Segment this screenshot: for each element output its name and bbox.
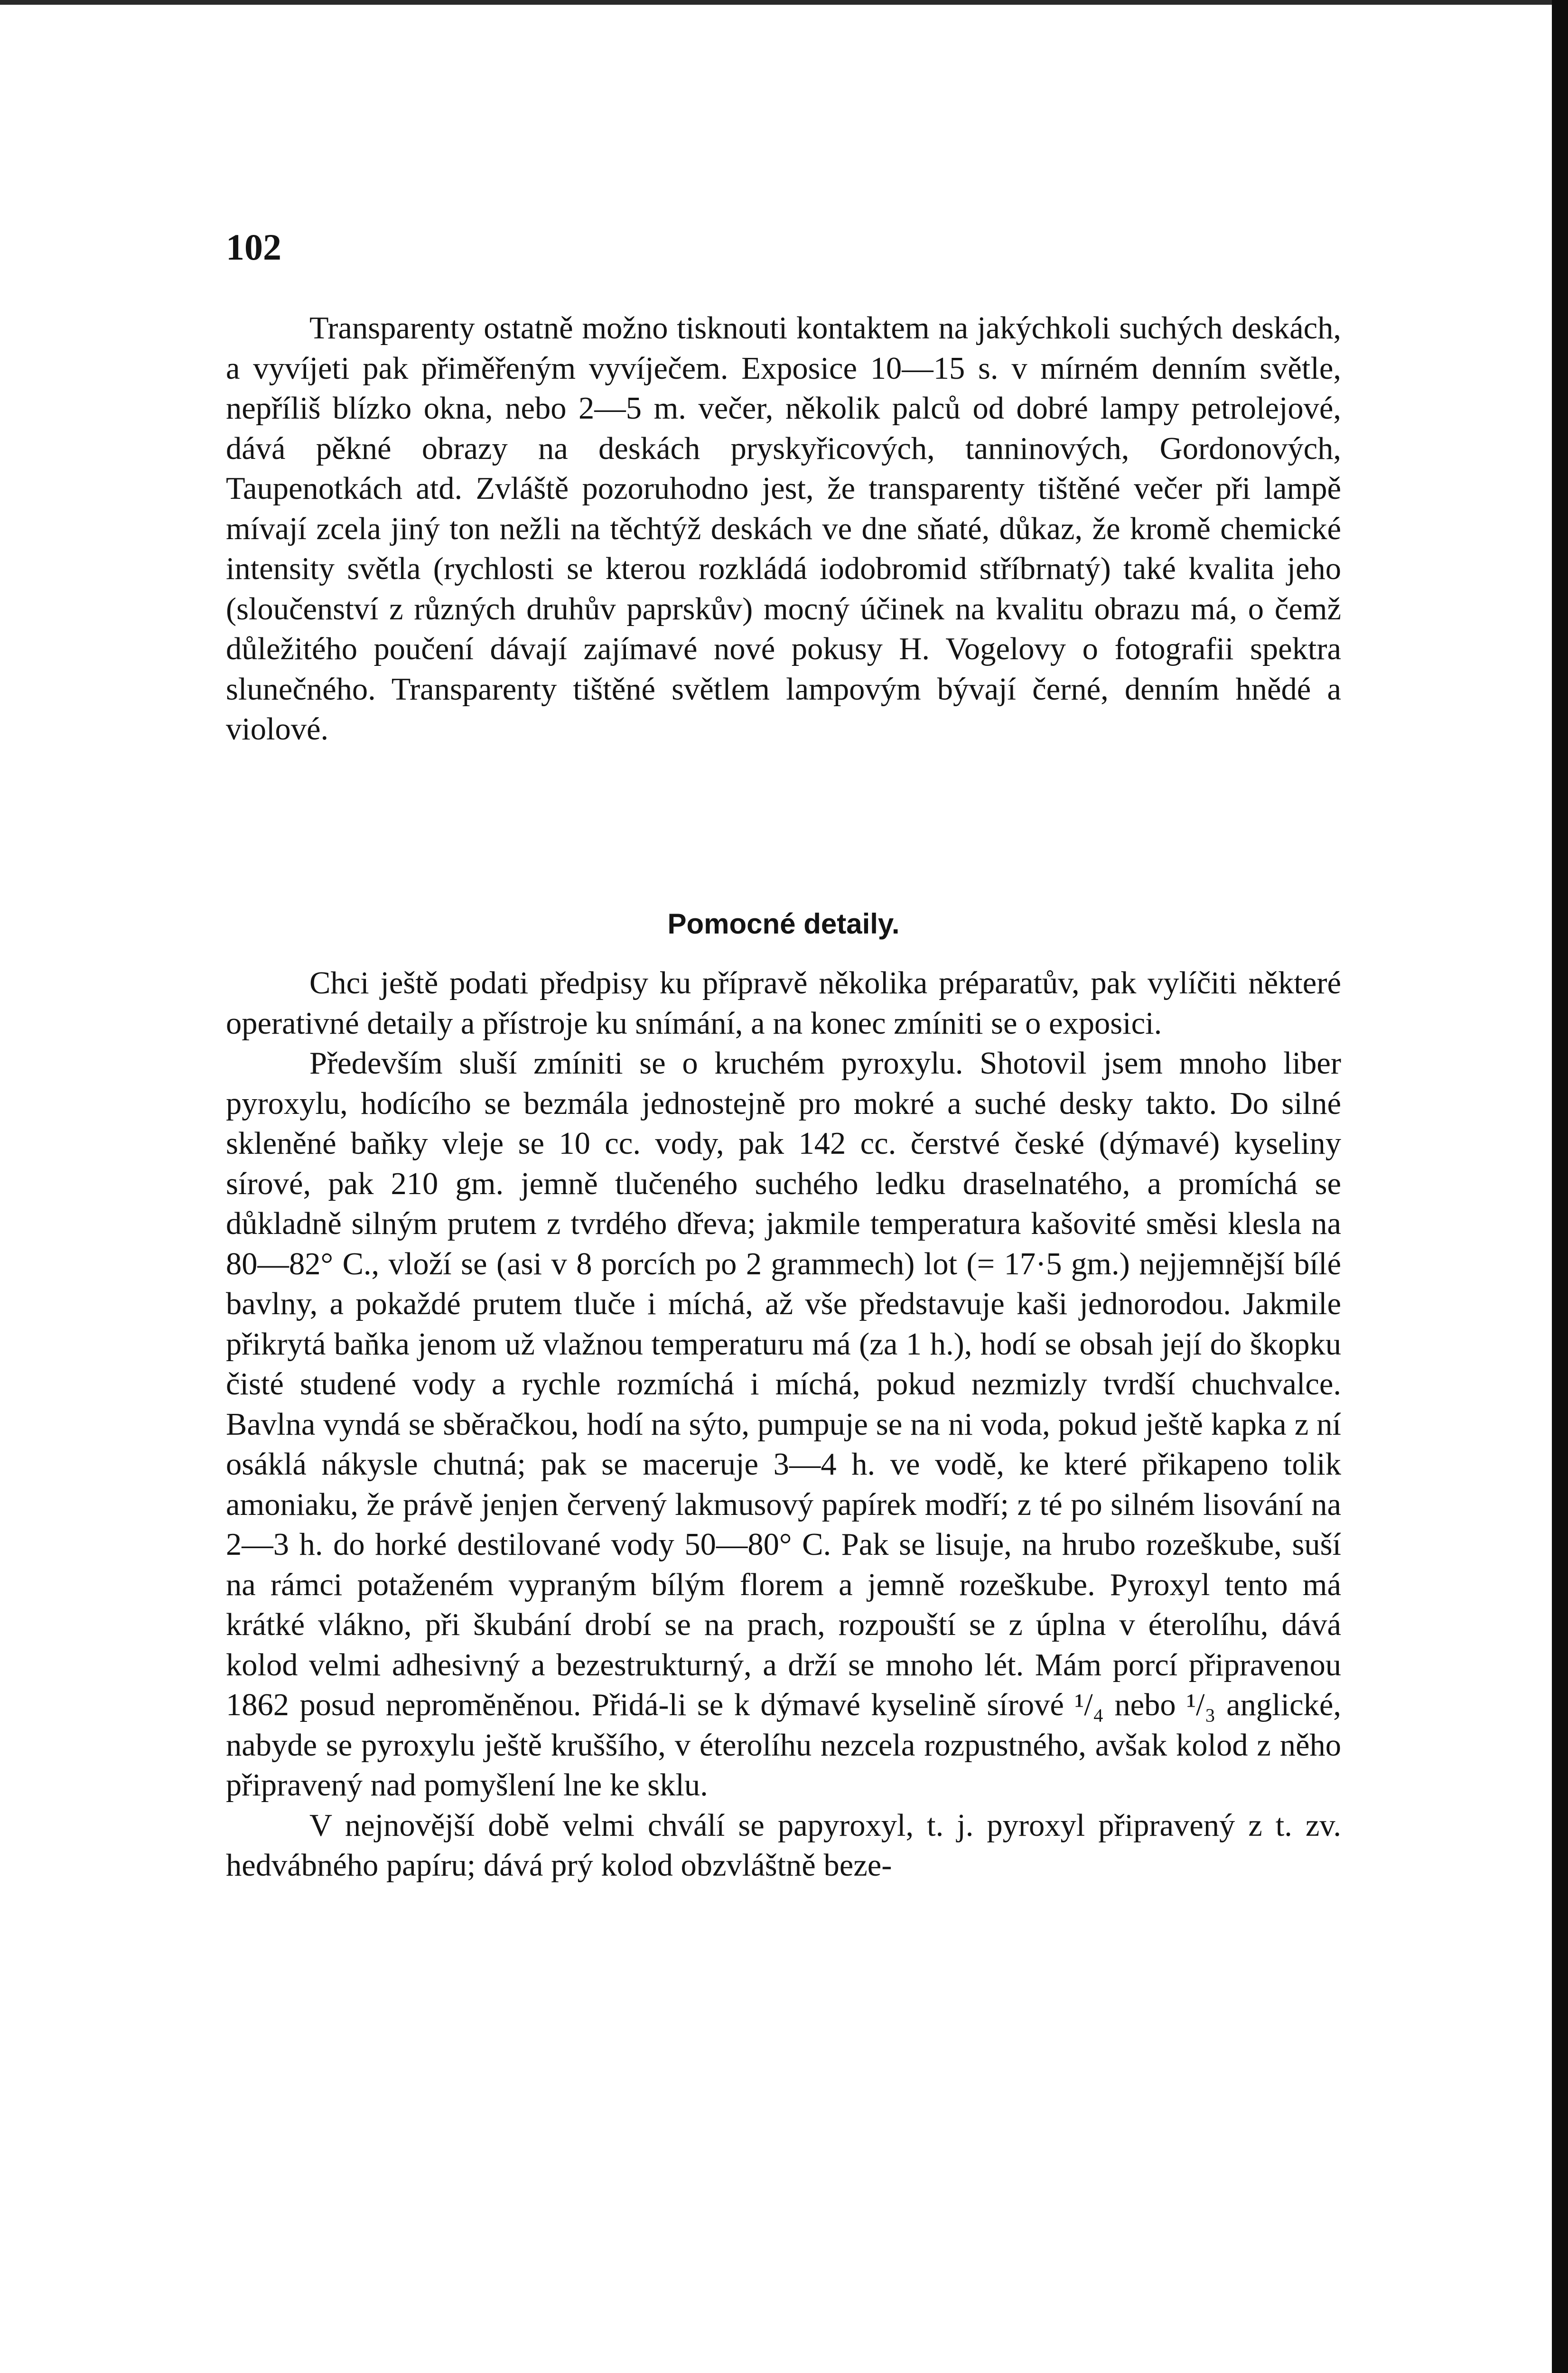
scan-border-top bbox=[0, 0, 1568, 5]
paragraph-papyroxyl: V nejnovější době velmi chválí se papyroxyl, t. j. pyroxyl připravený z t. zv. hedvábného papíru; dává prý kolod obzvláštně beze- bbox=[226, 1808, 1341, 1883]
scan-border-right bbox=[1552, 0, 1568, 2373]
page-number: 102 bbox=[226, 226, 281, 268]
section-heading: Pomocné detaily. bbox=[667, 908, 900, 940]
paragraph-pyroxyl: Především sluší zmíniti se o kruchém pyroxylu. Shotovil jsem mnoho liber pyroxylu, hodícího se bezmála jednostejně pro mokré a suché desky takto. Do silné skleněné baňky vleje se 10 cc. vody, pak 142 cc. čerstvé české (dýmavé) kyseliny sírové, pak 210 gm. jemně tlučeného suchého ledku draselnatého, a promíchá se důkladně silným prutem z tvrdého dřeva; jakmile temperatura kašovité směsi klesla na 80—82° C., vloží se (asi v 8 porcích po 2 grammech) lot (= 17·5 gm.) nejjemnější bílé bavlny, a pokaždé prutem tluče i míchá, až vše představuje kaši jednorodou. Jakmile přikrytá baňka jenom už vlažnou temperaturu má (za 1 h.), hodí se obsah její do škopku čisté studené vody a rychle rozmíchá i míchá, pokud nezmizly tvrdší chuchvalce. Bavlna vyndá se sběračkou, hodí na sýto, pumpuje se na ni voda, pokud ještě kapka z ní osáklá nákysle chutná; pak se maceruje 3—4 h. ve vodě, ke které přikapeno tolik amoniaku, že právě jenjen červený lakmusový papírek modří; z té po silném lisování na 2—3 h. do horké destilované vody 50—80° C. Pak se lisuje, na hrubo rozeškube, suší na rámci potaženém vypraným bílým florem a jemně rozeškube. Pyroxyl tento má krátké vlákno, při škubání drobí se na prach, rozpouští se z úplna v éterolíhu, dává kolod velmi adhesivný a bezestrukturný, a drží se mnoho lét. Mám porcí připravenou 1862 posud nepromĕněnou. Přidá-li se k dýmavé kyselině sírové ¹/₄ nebo ¹/₃ anglické, nabyde se pyroxylu ještě kruššího, v éterolíhu nezcela rozpustného, avšak kolod z něho připravený nad pomyšlení lne ke sklu. bbox=[226, 1046, 1341, 1803]
paragraph-transparenty: Transparenty ostatně možno tisknouti kontaktem na jakýchkoli suchých deskách, a vyvíjeti pak přiměřeným vyvíječem. Exposice 10—15 s. v mírném denním světle, nepříliš blízko okna, nebo 2—5 m. večer, několik palců od dobré lampy petrolejové, dává pěkné obrazy na deskách pryskyřicových, tanninových, Gordonových, Taupenotkách atd. Zvláště pozoruhodno jest, že transparenty tištěné večer při lampě mívají zcela jiný ton nežli na těchtýž deskách ve dne sňaté, důkaz, že kromě chemické intensity světla (rychlosti se kterou rozkládá iodobromid stříbrnatý) také kvalita jeho (sloučenství z různých druhův paprskův) mocný účinek na kvalitu obrazu má, o čemž důležitého poučení dávají zajímavé nové pokusy H. Vogelovy o fotografii spektra slunečného. Transparenty tištěné světlem lampovým bývají černé, denním hnědé a violové. bbox=[226, 311, 1341, 747]
body-text-section bbox=[226, 963, 1341, 1886]
paragraph-predpisy: Chci ještě podati předpisy ku přípravě několika préparatův, pak vylíčiti některé operativné detaily a přístroje ku snímání, a na konec zmíniti se o exposici. bbox=[226, 966, 1341, 1041]
body-text-top bbox=[226, 308, 1341, 750]
